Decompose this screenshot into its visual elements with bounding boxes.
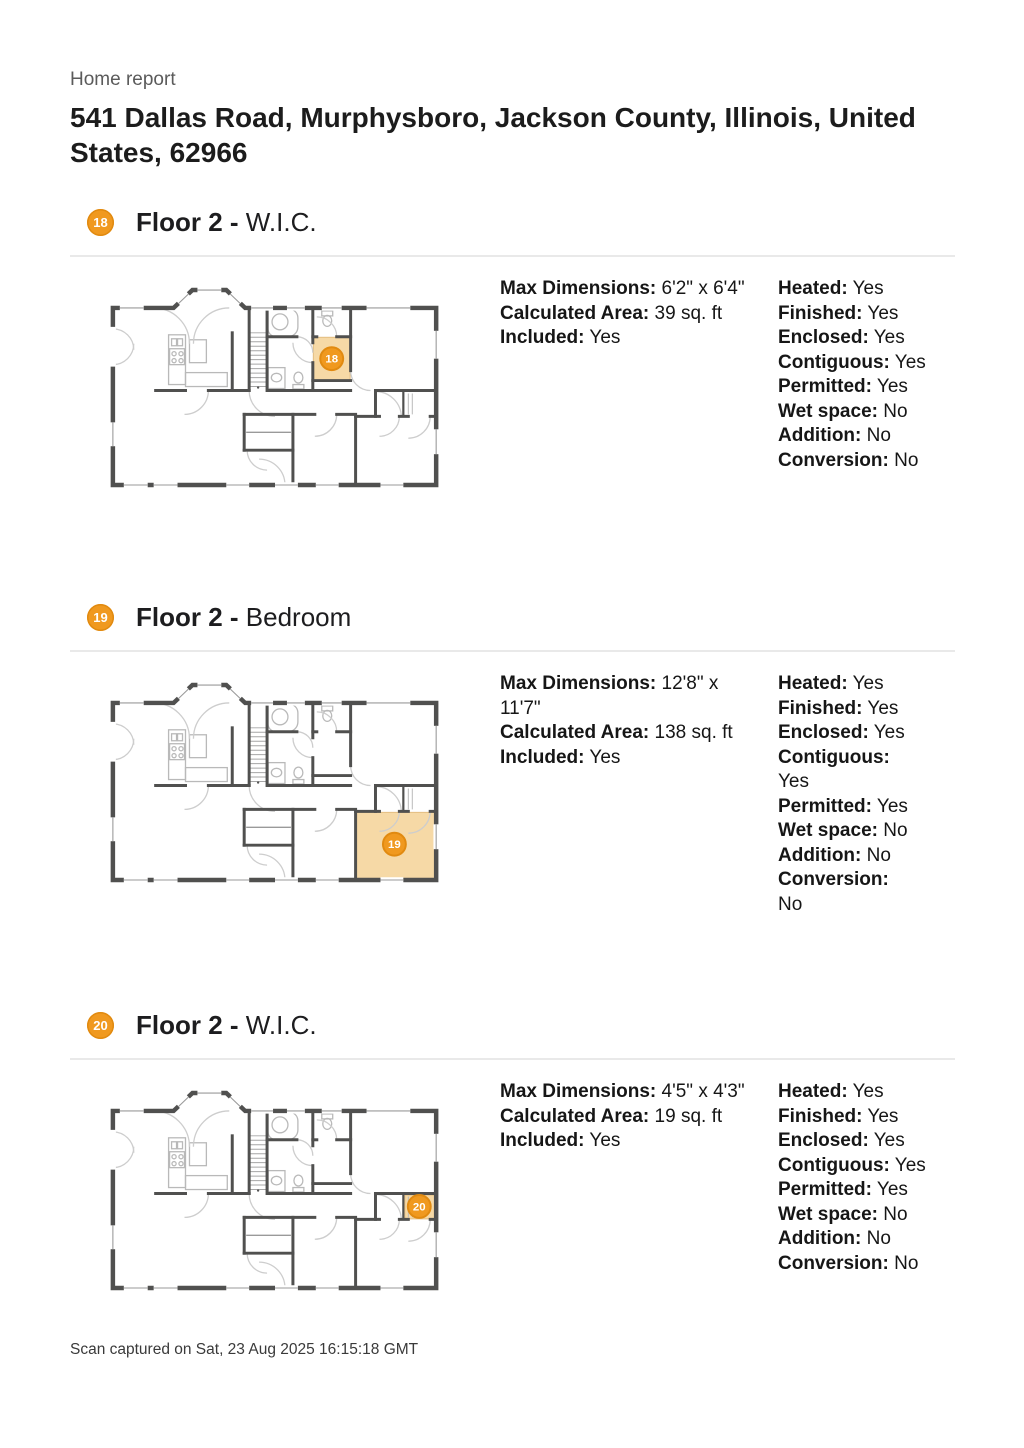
section-body [70, 1078, 955, 1312]
room-marker-badge: 20 [87, 1012, 114, 1039]
flag-row-enclosed: Enclosed: Yes [778, 327, 905, 348]
divider [70, 255, 955, 257]
flag-row-contiguous: Contiguous: Yes [778, 746, 890, 792]
detail-row-max-dimensions: Max Dimensions: 4'5" x 4'3" [500, 1081, 745, 1102]
dimension-details [500, 277, 746, 509]
detail-row-included: Included: Yes [500, 746, 621, 768]
dimension-details [500, 672, 746, 917]
section-body [70, 275, 955, 509]
room-section-19 [70, 602, 955, 917]
section-title [136, 1010, 317, 1041]
flag-details [778, 1080, 944, 1312]
room-section-20 [70, 1010, 955, 1312]
flag-row-permitted: Permitted: Yes [778, 376, 908, 397]
room-marker-badge: 18 [87, 209, 114, 236]
flag-row-addition: Addition: No [778, 844, 891, 866]
section-title [136, 602, 351, 633]
detail-row-max-dimensions: Max Dimensions: 12'8" x 11'7" [500, 673, 719, 719]
flag-row-finished: Finished: Yes [778, 1105, 899, 1127]
section-title [136, 207, 317, 238]
flag-details [778, 277, 944, 509]
section-heading [70, 1010, 955, 1041]
room-details [500, 275, 944, 509]
svg-text:18: 18 [325, 353, 339, 366]
detail-row-included: Included: Yes [500, 1130, 621, 1151]
page-title-address: 541 Dallas Road, Murphysboro, Jackson County, Illinois, United States, 62966 [70, 102, 916, 168]
flag-row-finished: Finished: Yes [778, 697, 899, 719]
flag-row-heated: Heated: Yes [778, 278, 884, 299]
flag-row-permitted: Permitted: Yes [778, 795, 908, 817]
flag-row-permitted: Permitted: Yes [778, 1179, 908, 1200]
floor-label: Floor 2 - [136, 207, 239, 237]
room-label: W.I.C. [245, 207, 317, 237]
flag-row-conversion: Conversion: No [778, 1252, 919, 1274]
report-label: Home report [70, 69, 176, 90]
svg-text:19: 19 [388, 839, 401, 852]
flag-row-wet-space: Wet space: No [778, 820, 908, 841]
floor-plan [70, 670, 500, 917]
divider [70, 1058, 955, 1060]
flag-details [778, 672, 910, 917]
flag-row-wet-space: Wet space: No [778, 400, 908, 422]
detail-row-included: Included: Yes [500, 327, 621, 348]
floor-plan [70, 275, 500, 509]
room-marker-badge: 19 [87, 604, 114, 631]
flag-row-wet-space: Wet space: No [778, 1203, 908, 1225]
floor-plan-image [90, 1078, 468, 1312]
scan-timestamp: Scan captured on Sat, 23 Aug 2025 16:15:18 GMT [70, 1341, 419, 1358]
flag-row-enclosed: Enclosed: Yes [778, 1130, 905, 1151]
detail-row-calculated-area: Calculated Area: 39 sq. ft [500, 302, 723, 324]
section-heading [70, 602, 955, 633]
flag-row-conversion: Conversion: No [778, 449, 919, 471]
room-details [500, 1078, 944, 1312]
divider [70, 650, 955, 652]
floor-label: Floor 2 - [136, 1010, 239, 1040]
flag-row-heated: Heated: Yes [778, 1081, 884, 1102]
room-details [500, 670, 910, 917]
flag-row-contiguous: Contiguous: Yes [778, 351, 926, 373]
flag-row-addition: Addition: No [778, 425, 891, 446]
room-label: Bedroom [245, 602, 352, 632]
flag-row-enclosed: Enclosed: Yes [778, 722, 905, 743]
floor-plan-image [90, 670, 468, 904]
flag-row-conversion: Conversion: No [778, 869, 889, 915]
detail-row-calculated-area: Calculated Area: 19 sq. ft [500, 1105, 723, 1127]
section-heading [70, 207, 955, 238]
room-section-18 [70, 207, 955, 509]
report-header [70, 0, 955, 170]
room-label: W.I.C. [245, 1010, 317, 1040]
floor-plan [70, 1078, 500, 1312]
floor-label: Floor 2 - [136, 602, 239, 632]
dimension-details [500, 1080, 746, 1312]
flag-row-heated: Heated: Yes [778, 673, 884, 694]
floor-plan-image [90, 275, 468, 509]
svg-text:20: 20 [412, 1201, 426, 1214]
flag-row-contiguous: Contiguous: Yes [778, 1154, 926, 1176]
flag-row-addition: Addition: No [778, 1228, 891, 1249]
section-body [70, 670, 955, 917]
flag-row-finished: Finished: Yes [778, 302, 899, 324]
detail-row-calculated-area: Calculated Area: 138 sq. ft [500, 722, 733, 743]
detail-row-max-dimensions: Max Dimensions: 6'2" x 6'4" [500, 278, 745, 299]
